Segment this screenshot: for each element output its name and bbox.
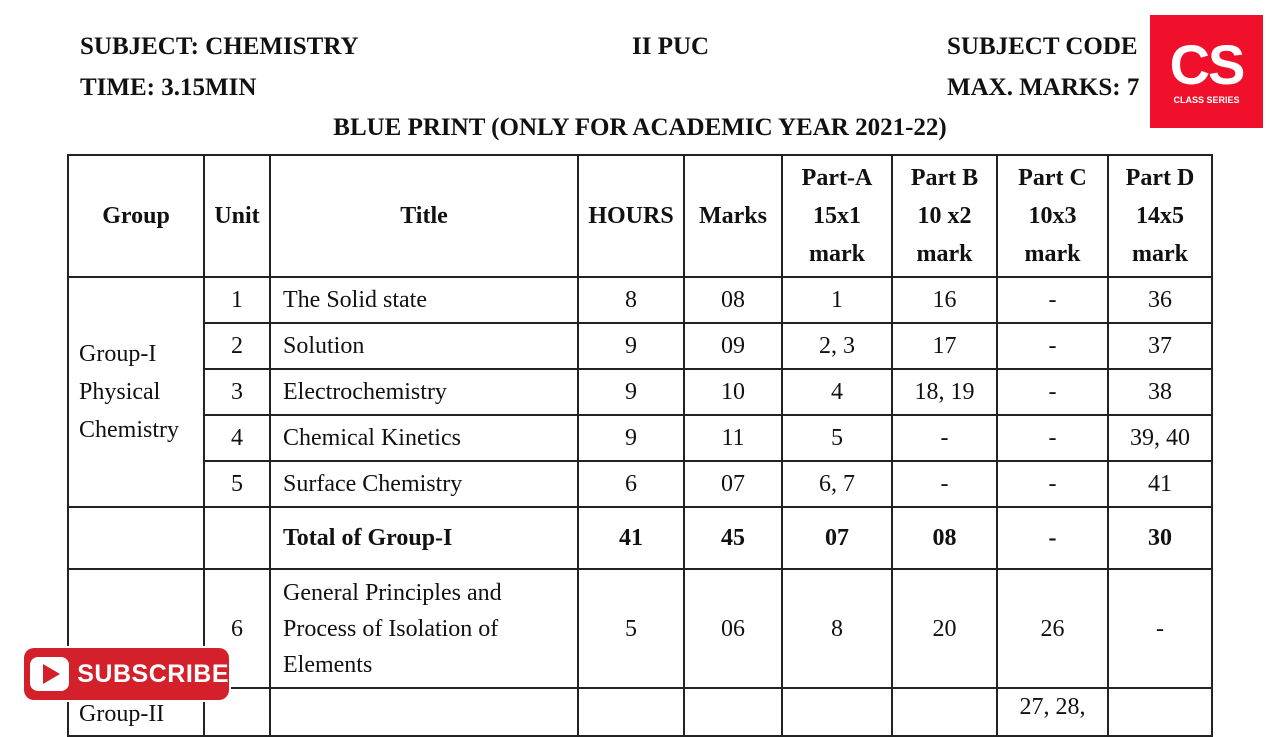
subscribe-button[interactable] [24,648,229,700]
cell-empty [270,688,578,736]
table-row [68,688,1212,736]
cell-part-d: 36 [1108,277,1212,323]
cell-part-d: 39, 40 [1108,415,1212,461]
cell-part-a: 8 [782,569,892,688]
table-row [68,569,1212,688]
cell-unit: 6 [204,569,270,688]
table-row [68,277,1212,323]
cell-title: Chemical Kinetics [270,415,578,461]
cell-part-a: 5 [782,415,892,461]
cell-unit: 3 [204,369,270,415]
header-part-b: Part B 10 x2 mark [892,155,997,277]
total-part-b: 08 [892,507,997,569]
cell-title: The Solid state [270,277,578,323]
cell-title: Surface Chemistry [270,461,578,507]
cell-hours: 9 [578,415,684,461]
class-label: II PUC [632,33,710,60]
cell-part-b: 17 [892,323,997,369]
blueprint-title: BLUE PRINT (ONLY FOR ACADEMIC YEAR 2021-22) [333,114,947,141]
table-row [68,369,1212,415]
cell-part-a: 4 [782,369,892,415]
cell-part-b: 20 [892,569,997,688]
cell-marks: 08 [684,277,782,323]
group-1-label: Group-I Physical Chemistry [68,277,204,507]
time-label: TIME: 3.15MIN [80,74,257,101]
cell-part-c: - [997,323,1108,369]
logo-text: CS [1169,33,1244,96]
header-part-d: Part D 14x5 mark [1108,155,1212,277]
cell-part-c: 27, 28, [997,688,1108,736]
cell-part-a: 6, 7 [782,461,892,507]
cell-empty [204,507,270,569]
table-row [68,415,1212,461]
subject-label: SUBJECT: CHEMISTRY [80,33,359,60]
blueprint-table [67,154,1213,737]
cell-hours: 6 [578,461,684,507]
cell-unit: 2 [204,323,270,369]
cell-part-d: 38 [1108,369,1212,415]
cell-empty [782,688,892,736]
total-part-c: - [997,507,1108,569]
cell-part-c: - [997,461,1108,507]
table-row [68,323,1212,369]
cell-part-d: 41 [1108,461,1212,507]
cell-title: Solution [270,323,578,369]
play-icon [30,657,69,691]
cell-marks: 06 [684,569,782,688]
cell-hours: 5 [578,569,684,688]
cell-marks: 10 [684,369,782,415]
cell-marks: 07 [684,461,782,507]
cell-part-d: - [1108,569,1212,688]
subscribe-label: SUBSCRIBE [77,659,229,688]
max-marks-label: MAX. MARKS: 7 [947,74,1140,101]
cell-part-c: - [997,369,1108,415]
cell-part-c: - [997,277,1108,323]
cell-empty [68,507,204,569]
cell-unit: 4 [204,415,270,461]
cell-unit: 1 [204,277,270,323]
header-part-c: Part C 10x3 mark [997,155,1108,277]
header-part-a: Part-A 15x1 mark [782,155,892,277]
total-part-a: 07 [782,507,892,569]
cell-part-a: 2, 3 [782,323,892,369]
cell-title: Electrochemistry [270,369,578,415]
cell-empty [892,688,997,736]
cell-empty [1108,688,1212,736]
cell-part-b: - [892,415,997,461]
cell-hours: 8 [578,277,684,323]
cell-marks: 11 [684,415,782,461]
group-2-label: Group-II [68,688,204,736]
total-row [68,507,1212,569]
total-hours: 41 [578,507,684,569]
table-row [68,461,1212,507]
header-marks: Marks [684,155,782,277]
class-series-logo [1150,15,1263,128]
cell-part-b: - [892,461,997,507]
cell-title: General Principles and Process of Isolation of Elements [270,569,578,688]
cell-hours: 9 [578,323,684,369]
cell-unit: 5 [204,461,270,507]
table-header-row [68,155,1212,277]
header-title: Title [270,155,578,277]
header-hours: HOURS [578,155,684,277]
cell-part-c: 26 [997,569,1108,688]
cell-part-b: 18, 19 [892,369,997,415]
total-marks: 45 [684,507,782,569]
cell-hours: 9 [578,369,684,415]
cell-part-b: 16 [892,277,997,323]
cell-part-c: - [997,415,1108,461]
total-title: Total of Group-I [270,507,578,569]
cell-empty [578,688,684,736]
header-group: Group [68,155,204,277]
subject-code-label: SUBJECT CODE [947,33,1138,60]
cell-part-d: 37 [1108,323,1212,369]
logo-subtext: CLASS SERIES [1173,95,1240,105]
cell-marks: 09 [684,323,782,369]
cell-empty [684,688,782,736]
header-unit: Unit [204,155,270,277]
total-part-d: 30 [1108,507,1212,569]
cell-part-a: 1 [782,277,892,323]
